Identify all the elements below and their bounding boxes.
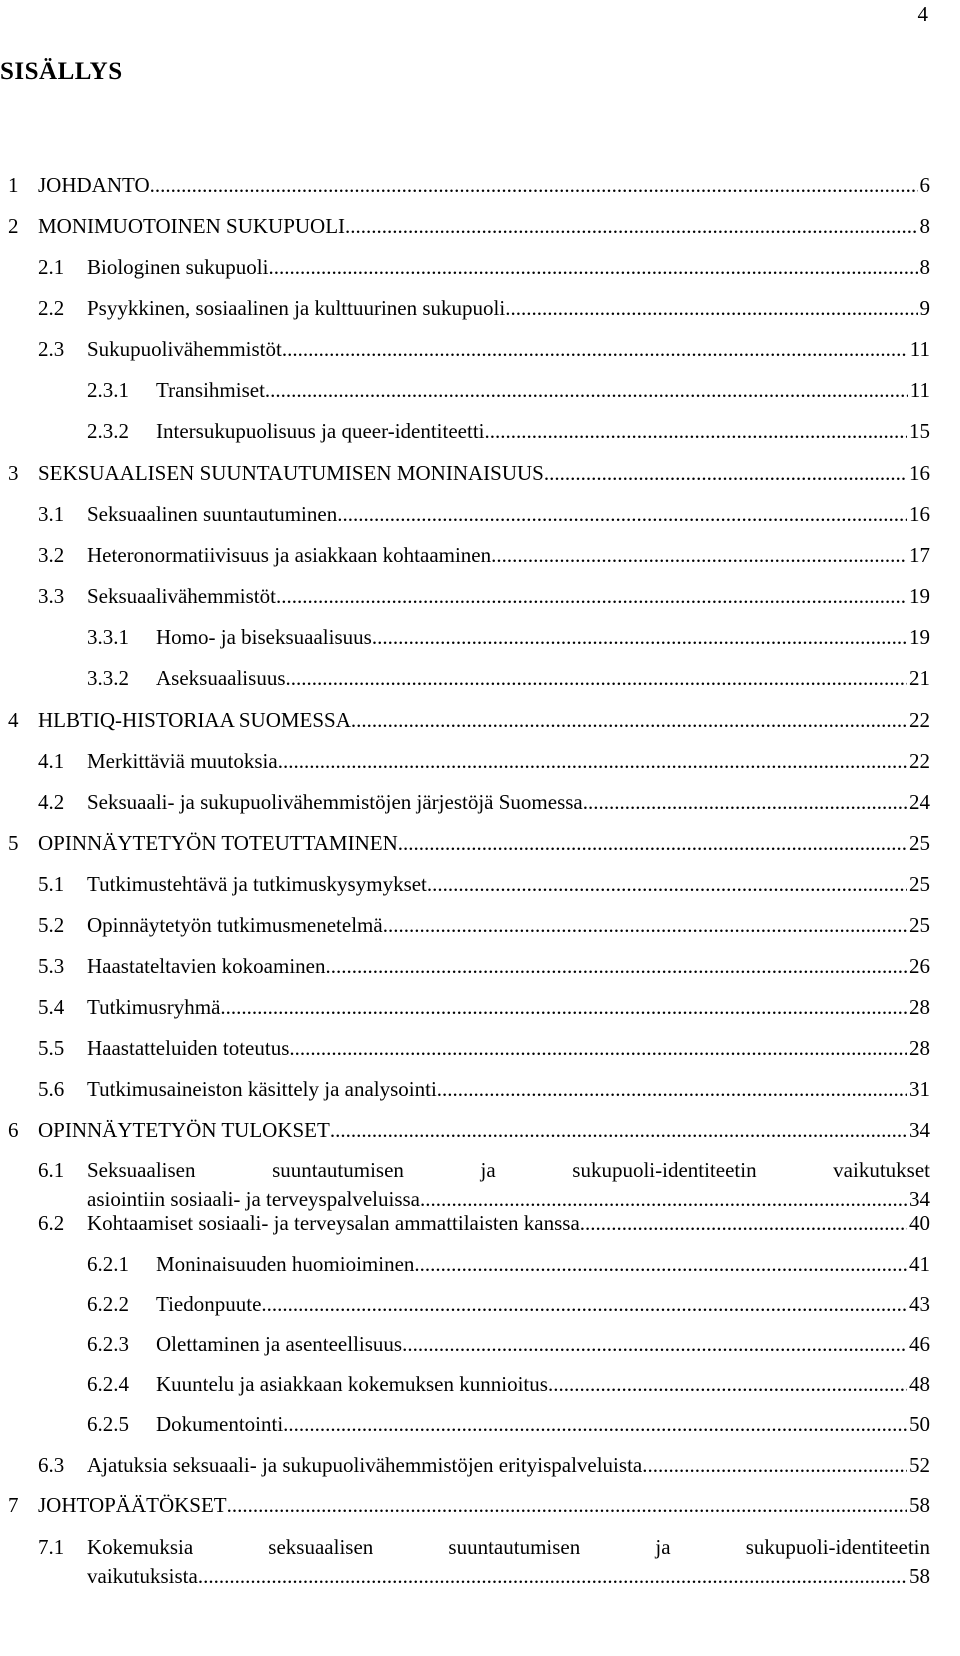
dot-leader [548, 1372, 907, 1396]
dot-leader [265, 378, 908, 402]
toc-entry[interactable] [0, 666, 930, 692]
toc-entry-number: 3.2 [38, 543, 65, 567]
dot-leader [198, 1564, 907, 1588]
toc-entry-number: 1 [8, 173, 19, 197]
toc-entry[interactable] [0, 214, 930, 240]
toc-entry[interactable] [0, 1493, 930, 1519]
dot-leader [351, 708, 907, 732]
toc-entry-title: Psyykkinen, sosiaalinen ja kulttuurinen sukupuoli [87, 296, 506, 320]
toc-entry-title: Seksuaalinen suuntautuminen [87, 502, 338, 526]
toc-entry-number: 3 [8, 461, 19, 485]
dot-leader [402, 1332, 907, 1356]
toc-entry-title: Tutkimusryhmä [87, 995, 221, 1019]
toc-entry-title: Olettaminen ja asenteellisuus [156, 1332, 403, 1356]
dot-leader [276, 584, 907, 608]
toc-entry-number: 2.3.2 [87, 419, 129, 443]
toc-entry-title: JOHTOPÄÄTÖKSET [38, 1493, 227, 1517]
toc-entry-number: 3.1 [38, 502, 65, 526]
toc-entry-page: 25 [909, 831, 930, 855]
toc-entry[interactable] [0, 419, 930, 445]
toc-entry-page: 48 [909, 1372, 930, 1396]
dot-leader [261, 1292, 907, 1316]
toc-entry[interactable] [0, 995, 930, 1021]
toc-entry-number: 2.2 [38, 296, 65, 320]
toc-entry-title: Kohtaamiset sosiaali- ja terveysalan ammattilaisten kanssa [87, 1211, 580, 1235]
toc-entry-page: 25 [909, 872, 930, 896]
toc-entry-title: Merkittäviä muutoksia [87, 749, 278, 773]
toc-entry-number: 2.1 [38, 255, 65, 279]
dot-leader [337, 502, 907, 526]
dot-leader [330, 1118, 907, 1142]
toc-entry[interactable] [0, 1118, 930, 1144]
toc-entry[interactable] [0, 954, 930, 980]
toc-entry-number: 2 [8, 214, 19, 238]
dot-leader [283, 1412, 907, 1436]
toc-entry-number: 6.2.4 [87, 1372, 129, 1396]
dot-leader [383, 913, 907, 937]
toc-entry-number: 6.2.3 [87, 1332, 129, 1356]
toc-entry[interactable] [0, 790, 930, 816]
dot-leader [220, 995, 907, 1019]
toc-entry-page: 22 [909, 708, 930, 732]
dot-leader [372, 625, 907, 649]
page-title: SISÄLLYS [0, 58, 123, 85]
toc-entry[interactable] [0, 255, 930, 281]
page-number: 4 [917, 2, 928, 26]
dot-leader [286, 666, 908, 690]
toc-entry[interactable] [0, 1332, 930, 1358]
toc-entry-page: 22 [909, 749, 930, 773]
toc-entry[interactable] [0, 1453, 930, 1479]
dot-leader [150, 173, 918, 197]
dot-leader [491, 543, 907, 567]
toc-entry-title: MONIMUOTOINEN SUKUPUOLI [38, 214, 346, 238]
toc-entry-number: 6 [8, 1118, 19, 1142]
toc-entry-number: 7 [8, 1493, 19, 1517]
toc-entry[interactable] [0, 1292, 930, 1318]
toc-entry-number: 5.5 [38, 1036, 65, 1060]
toc-entry-title: Haastateltavien kokoaminen [87, 954, 326, 978]
toc-entry-number: 5.2 [38, 913, 65, 937]
toc-entry-number: 2.3 [38, 337, 65, 361]
toc-entry[interactable] [0, 378, 930, 404]
toc-entry-page: 28 [909, 995, 930, 1019]
toc-entry-number: 4 [8, 708, 19, 732]
dot-leader [437, 1077, 907, 1101]
toc-entry-page: 19 [909, 625, 930, 649]
toc-entry-number: 6.1 [38, 1158, 65, 1182]
toc-entry-page: 28 [909, 1036, 930, 1060]
toc-entry[interactable] [0, 337, 930, 363]
toc-entry-page: 11 [909, 337, 930, 361]
toc-entry[interactable] [0, 1158, 930, 1214]
dot-leader [642, 1453, 907, 1477]
toc-entry-page: 8 [919, 214, 930, 238]
toc-entry[interactable] [0, 749, 930, 775]
toc-entry-title: Biologinen sukupuoli [87, 255, 269, 279]
toc-entry-title: Ajatuksia seksuaali- ja sukupuolivähemmistöjen erityispalveluista [87, 1453, 643, 1477]
toc-entry-title: Opinnäytetyön tutkimusmenetelmä [87, 913, 383, 937]
toc-entry-page: 15 [909, 419, 930, 443]
toc-entry-title: Heteronormatiivisuus ja asiakkaan kohtaaminen [87, 543, 492, 567]
toc-entry[interactable] [0, 461, 930, 487]
toc-entry-page: 31 [909, 1077, 930, 1101]
toc-entry[interactable] [0, 1535, 930, 1591]
toc-entry[interactable] [0, 1211, 930, 1237]
toc-entry-title: Homo- ja biseksuaalisuus [156, 625, 372, 649]
toc-entry-title: Sukupuolivähemmistöt [87, 337, 282, 361]
toc-entry-page: 26 [909, 954, 930, 978]
toc-entry-number: 6.2 [38, 1211, 65, 1235]
dot-leader [398, 831, 907, 855]
dot-leader [580, 1211, 907, 1235]
toc-entry-number: 3.3 [38, 584, 65, 608]
dot-leader [505, 296, 917, 320]
toc-entry[interactable] [0, 708, 930, 734]
toc-entry-number: 6.3 [38, 1453, 65, 1477]
toc-entry-number: 3.3.2 [87, 666, 129, 690]
dot-leader [282, 337, 908, 361]
toc-entry-title: OPINNÄYTETYÖN TULOKSET [38, 1118, 330, 1142]
toc-entry-page: 43 [909, 1292, 930, 1316]
toc-entry-title: Seksuaali- ja sukupuolivähemmistöjen järjestöjä Suomessa [87, 790, 583, 814]
toc-entry[interactable] [0, 1372, 930, 1398]
toc-entry-page: 34 [909, 1118, 930, 1142]
dot-leader [289, 1036, 907, 1060]
toc-entry-page: 40 [909, 1211, 930, 1235]
toc-entry[interactable] [0, 831, 930, 857]
toc-entry[interactable] [0, 584, 930, 610]
toc-entry-title: Haastatteluiden toteutus [87, 1036, 290, 1060]
toc-entry-title: Tutkimusaineiston käsittely ja analysointi [87, 1077, 437, 1101]
toc-entry-title: Moninaisuuden huomioiminen [156, 1252, 415, 1276]
toc-entry-title: OPINNÄYTETYÖN TOTEUTTAMINEN [38, 831, 398, 855]
dot-leader [268, 255, 917, 279]
toc-entry-page: 50 [909, 1412, 930, 1436]
toc-entry[interactable] [0, 625, 930, 651]
dot-leader [420, 1187, 907, 1211]
toc-entry-page: 8 [919, 255, 930, 279]
toc-entry-title: Intersukupuolisuus ja queer-identiteetti [156, 419, 485, 443]
toc-entry-number: 4.1 [38, 749, 65, 773]
toc-entry-page: 6 [919, 173, 930, 197]
toc-entry-page: 41 [909, 1252, 930, 1276]
dot-leader [326, 954, 908, 978]
toc-entry-page: 46 [909, 1332, 930, 1356]
toc-entry-page: 9 [919, 296, 930, 320]
toc-entry-number: 5 [8, 831, 19, 855]
toc-entry[interactable] [0, 913, 930, 939]
toc-entry-title: Tiedonpuute [156, 1292, 262, 1316]
toc-entry[interactable] [0, 1036, 930, 1062]
toc-entry-number: 5.4 [38, 995, 65, 1019]
toc-entry-number: 2.3.1 [87, 378, 129, 402]
toc-entry-number: 6.2.1 [87, 1252, 129, 1276]
toc-entry[interactable] [0, 502, 930, 528]
toc-entry-number: 5.1 [38, 872, 65, 896]
toc-entry[interactable] [0, 173, 930, 199]
toc-entry-title: Kokemuksia seksuaalisen suuntautumisen ja sukupuoli-identiteetin [87, 1535, 930, 1559]
toc-entry-title: Seksuaalivähemmistöt [87, 584, 276, 608]
toc-entry-number: 5.6 [38, 1077, 65, 1101]
dot-leader [583, 790, 907, 814]
toc-entry-page: 21 [909, 666, 930, 690]
toc-entry-number: 7.1 [38, 1535, 65, 1559]
toc-entry-title: Seksuaalisen suuntautumisen ja sukupuoli-identiteetin vaikutukset [87, 1158, 930, 1182]
toc-entry-number: 5.3 [38, 954, 65, 978]
toc-entry-page: 16 [909, 461, 930, 485]
toc-entry-number: 3.3.1 [87, 625, 129, 649]
toc-entry-page: 52 [909, 1453, 930, 1477]
toc-entry-page: 19 [909, 584, 930, 608]
toc-entry-title: HLBTIQ-HISTORIAA SUOMESSA [38, 708, 351, 732]
dot-leader [544, 461, 907, 485]
toc-entry-page: 16 [909, 502, 930, 526]
toc-entry-title: Tutkimustehtävä ja tutkimuskysymykset [87, 872, 427, 896]
toc-entry-page: 24 [909, 790, 930, 814]
toc-entry-page: 58 [909, 1493, 930, 1517]
toc-entry-title: Kuuntelu ja asiakkaan kokemuksen kunnioitus [156, 1372, 548, 1396]
toc-entry-number: 6.2.2 [87, 1292, 129, 1316]
toc-entry-title-continued: asiointiin sosiaali- ja terveyspalveluissa [87, 1187, 421, 1211]
toc-entry[interactable] [0, 1412, 930, 1438]
toc-entry-title: Aseksuaalisuus [156, 666, 286, 690]
toc-entry[interactable] [0, 296, 930, 322]
toc-entry-title: Transihmiset [156, 378, 265, 402]
toc-entry[interactable] [0, 1077, 930, 1103]
toc-entry-page: 58 [909, 1564, 930, 1588]
dot-leader [345, 214, 917, 238]
toc-entry-title: SEKSUAALISEN SUUNTAUTUMISEN MONINAISUUS [38, 461, 544, 485]
toc-entry-page: 11 [909, 378, 930, 402]
toc-entry-number: 4.2 [38, 790, 65, 814]
toc-entry-page: 17 [909, 543, 930, 567]
dot-leader [414, 1252, 907, 1276]
toc-entry-page: 25 [909, 913, 930, 937]
toc-entry-number: 6.2.5 [87, 1412, 129, 1436]
dot-leader [227, 1493, 907, 1517]
toc-entry[interactable] [0, 543, 930, 569]
dot-leader [278, 749, 907, 773]
dot-leader [427, 872, 907, 896]
toc-entry-page: 34 [909, 1187, 930, 1211]
toc-entry[interactable] [0, 872, 930, 898]
dot-leader [485, 419, 908, 443]
toc-entry-title: Dokumentointi [156, 1412, 284, 1436]
toc-entry-title-continued: vaikutuksista [87, 1564, 198, 1588]
toc-entry[interactable] [0, 1252, 930, 1278]
toc-entry-title: JOHDANTO [38, 173, 150, 197]
